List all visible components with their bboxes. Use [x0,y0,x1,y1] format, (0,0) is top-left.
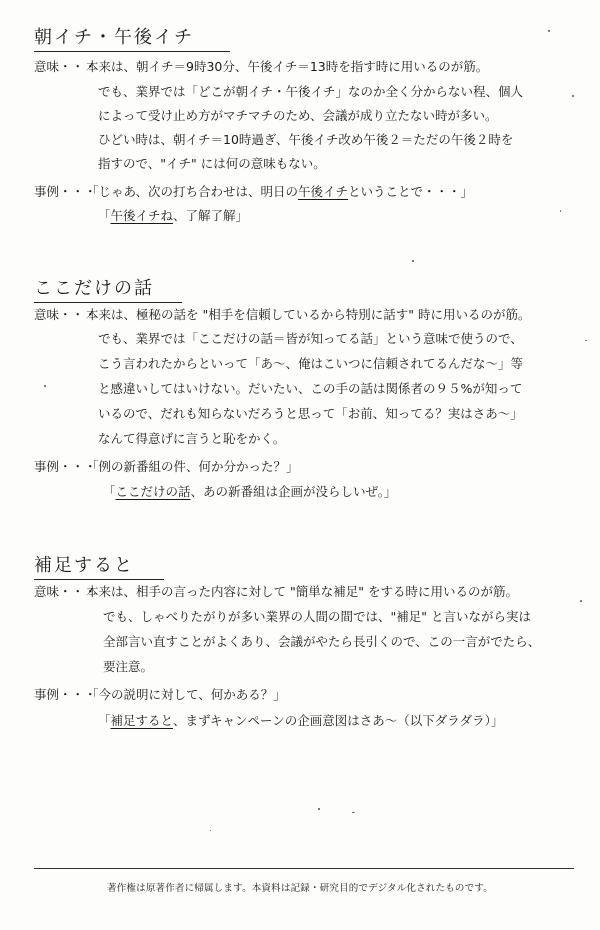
scan-speck [585,340,587,341]
scan-speck [412,260,414,262]
footer-divider [34,868,574,869]
meaning-line: によって受け止め方がマチマチのため、会議が成り立たない時が多い。 [98,108,498,123]
scan-speck [44,385,46,387]
meaning-line: いるので、だれも知らないだろうと思って「お前、知ってる？実はさあ～」 [98,406,523,421]
meaning-line: 指すので、"イチ" には何の意味もない。 [98,156,326,171]
example-text: 、まずキャンペーンの企画意図はさあ～（以下ダラダラ）」 [173,713,504,728]
heading-underline [34,302,182,303]
scan-speck [548,30,550,32]
meaning-line: でも、業界では「どこが朝イチ・午後イチ」なのか全く分からない程、個人 [98,84,524,99]
example-line [98,713,503,729]
scan-speck [572,95,574,97]
heading-text: 補足すると [34,555,134,576]
heading-underline [34,579,164,580]
example-keyword: ここだけの話 [115,484,191,499]
meaning-line: 本来は、朝イチ＝9時30分、午後イチ＝13時を指す時に用いるのが筋。 [86,59,489,74]
meaning-label: 意味・・・ [34,59,97,74]
example-line [98,208,248,224]
example-text: 「今の説明に対して、何かある？」 [86,687,286,702]
example-label: 事例・・・ [34,184,97,199]
section-heading [34,28,194,48]
example-text: 「例の新番組の件、何か分かった？」 [86,459,299,474]
heading-text: 朝イチ・午後イチ [34,27,194,48]
heading-text: ここだけの話 [34,278,154,299]
example-line [103,484,396,500]
section-heading [34,556,134,576]
copyright-footer: 著作権は原著作者に帰属します。本資料は記録・研究目的でデジタル化されたものです。 [107,883,493,894]
meaning-line: でも、しゃべりたがりが多い業界の人間の間では、"補足" と言いながら実は [103,609,531,624]
example-text: ということで・・・」 [348,184,474,199]
meaning-line: と感違いしてはいけない。だいたい、この手の話は関係者の９５%が知って [98,381,523,396]
meaning-line: なんて得意げに言うと恥をかく。 [98,431,286,446]
scan-speck [210,830,211,831]
example-line [86,687,286,703]
scan-speck [580,600,582,602]
example-line [86,184,473,200]
meaning-line: 要注意。 [103,659,154,674]
example-label: 事例・・・ [34,459,97,474]
meaning-line: 全部言い直すことがよくあり、会議がやたら長引くので、この一言がでたら、 [103,634,541,649]
scan-speck [560,210,561,212]
example-keyword: 午後イチね [110,208,174,223]
meaning-line: こう言われたからといって「あ～、俺はこいつに信頼されてるんだな～」等 [98,356,524,371]
example-text: 「 [98,208,111,223]
example-line [86,459,299,475]
example-text: 、あの新番組は企画が没らしいぜ。」 [190,484,397,499]
example-label: 事例・・・ [34,687,97,702]
example-keyword: 午後イチ [298,184,349,199]
example-text: 「じゃあ、次の打ち合わせは、明日の [86,184,299,199]
scan-speck [318,808,320,810]
meaning-label: 意味・・・ [34,307,97,322]
example-text: 「 [98,713,111,728]
example-text: 「 [103,484,116,499]
meaning-line: ひどい時は、朝イチ＝10時過ぎ、午後イチ改め午後２＝ただの午後２時を [98,132,514,147]
heading-underline [34,51,230,52]
section-heading [34,279,154,299]
example-text: 、了解了解」 [173,208,249,223]
meaning-line: でも、業界では「ここだけの話＝皆が知ってる話」という意味で使うので、 [98,331,523,346]
meaning-line: 本来は、極秘の話を "相手を信頼しているから特別に話す" 時に用いるのが筋。 [86,307,531,322]
meaning-line: 本来は、相手の言った内容に対して "簡単な補足" をする時に用いるのが筋。 [86,584,518,599]
meaning-label: 意味・・・ [34,584,97,599]
scan-speck [352,812,355,813]
example-keyword: 補足すると [110,713,174,728]
